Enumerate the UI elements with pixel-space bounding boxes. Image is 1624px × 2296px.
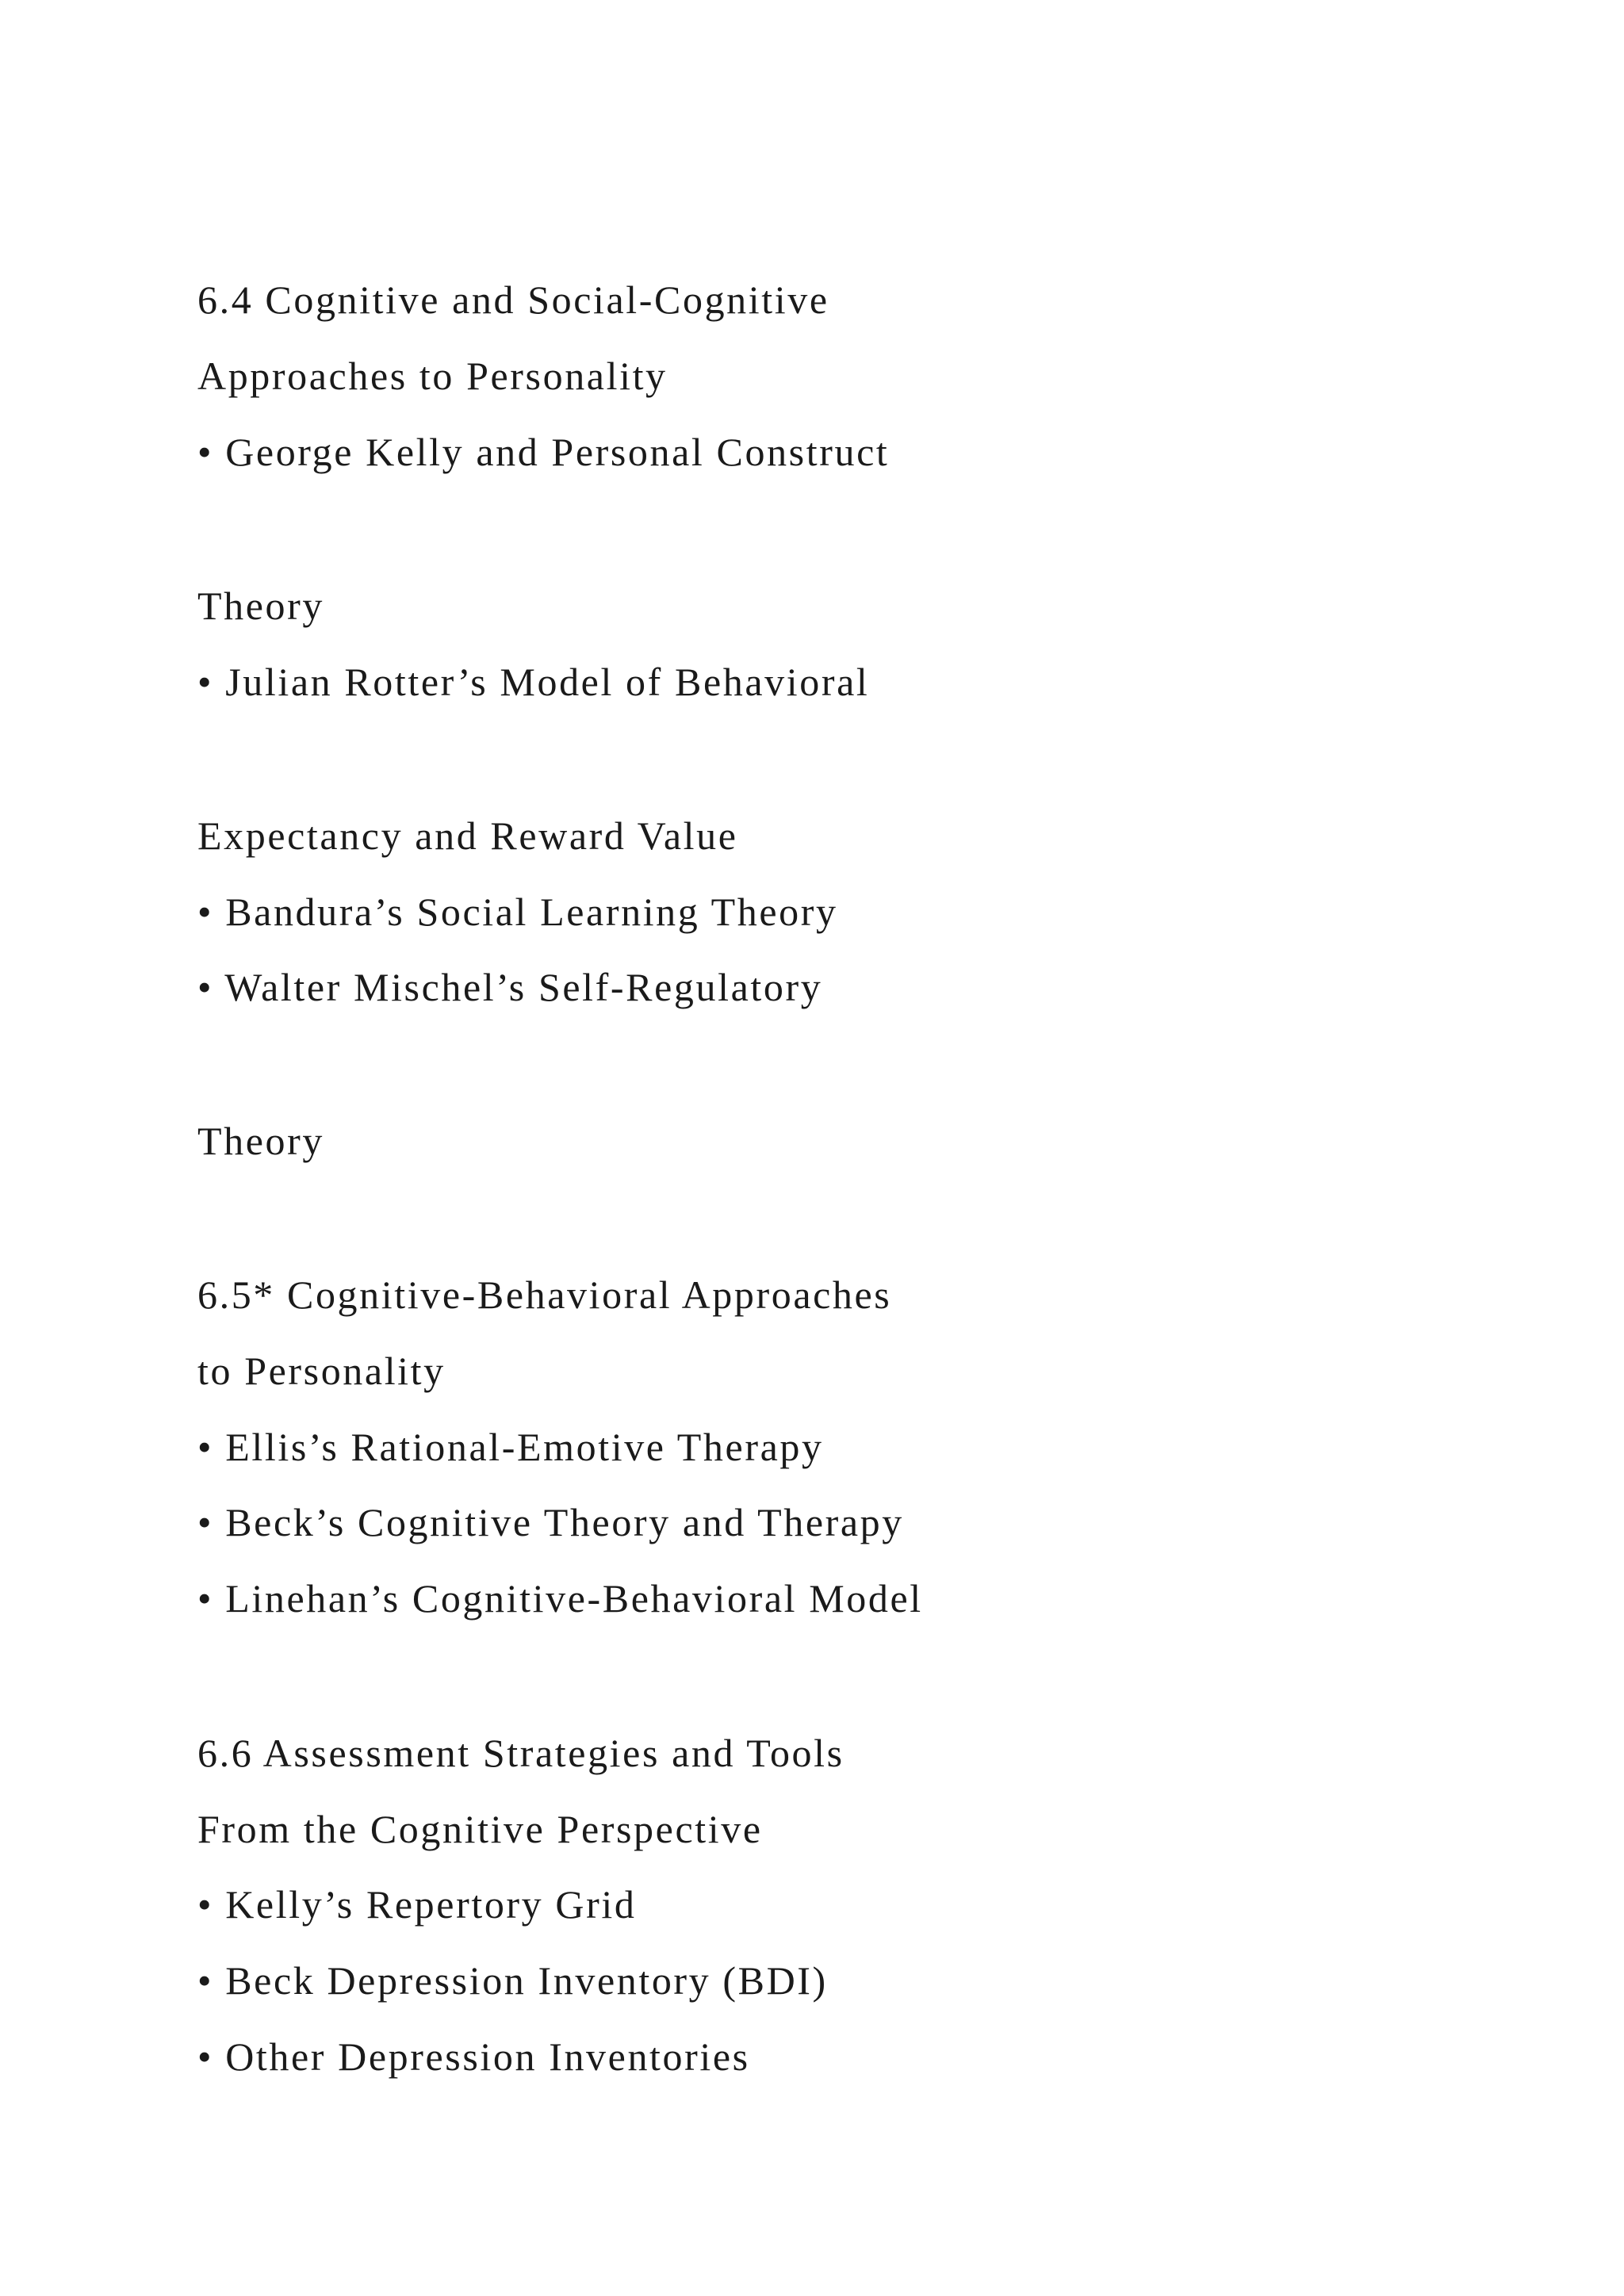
bullet-item-other-inventories: • Other Depression Inventories — [197, 2034, 750, 2079]
bullet-item-rotter-continuation: Expectancy and Reward Value — [197, 813, 738, 858]
bullet-item-repertory-grid: • Kelly’s Repertory Grid — [197, 1882, 637, 1927]
section-6-6-heading-line-1: 6.6 Assessment Strategies and Tools — [197, 1731, 845, 1775]
bullet-item-mischel-continuation: Theory — [197, 1119, 324, 1163]
bullet-item-linehan: • Linehan’s Cognitive-Behavioral Model — [197, 1576, 923, 1621]
bullet-item-bdi: • Beck Depression Inventory (BDI) — [197, 1958, 828, 2003]
bullet-item-mischel: • Walter Mischel’s Self-Regulatory — [197, 965, 823, 1009]
bullet-item-ellis: • Ellis’s Rational-Emotive Therapy — [197, 1425, 824, 1469]
section-6-4-heading-line-2: Approaches to Personality — [197, 354, 668, 398]
section-6-5-heading-line-2: to Personality — [197, 1349, 446, 1393]
bullet-item-bandura: • Bandura’s Social Learning Theory — [197, 890, 838, 934]
bullet-item-kelly-continuation: Theory — [197, 584, 324, 628]
bullet-item-beck: • Beck’s Cognitive Theory and Therapy — [197, 1500, 904, 1544]
section-6-4-heading-line-1: 6.4 Cognitive and Social-Cognitive — [197, 277, 829, 322]
section-6-6-heading-line-2: From the Cognitive Perspective — [197, 1807, 763, 1851]
bullet-item-rotter: • Julian Rotter’s Model of Behavioral — [197, 660, 870, 704]
bullet-item-kelly: • George Kelly and Personal Construct — [197, 430, 890, 474]
section-6-5-heading-line-1: 6.5* Cognitive-Behavioral Approaches — [197, 1272, 892, 1317]
